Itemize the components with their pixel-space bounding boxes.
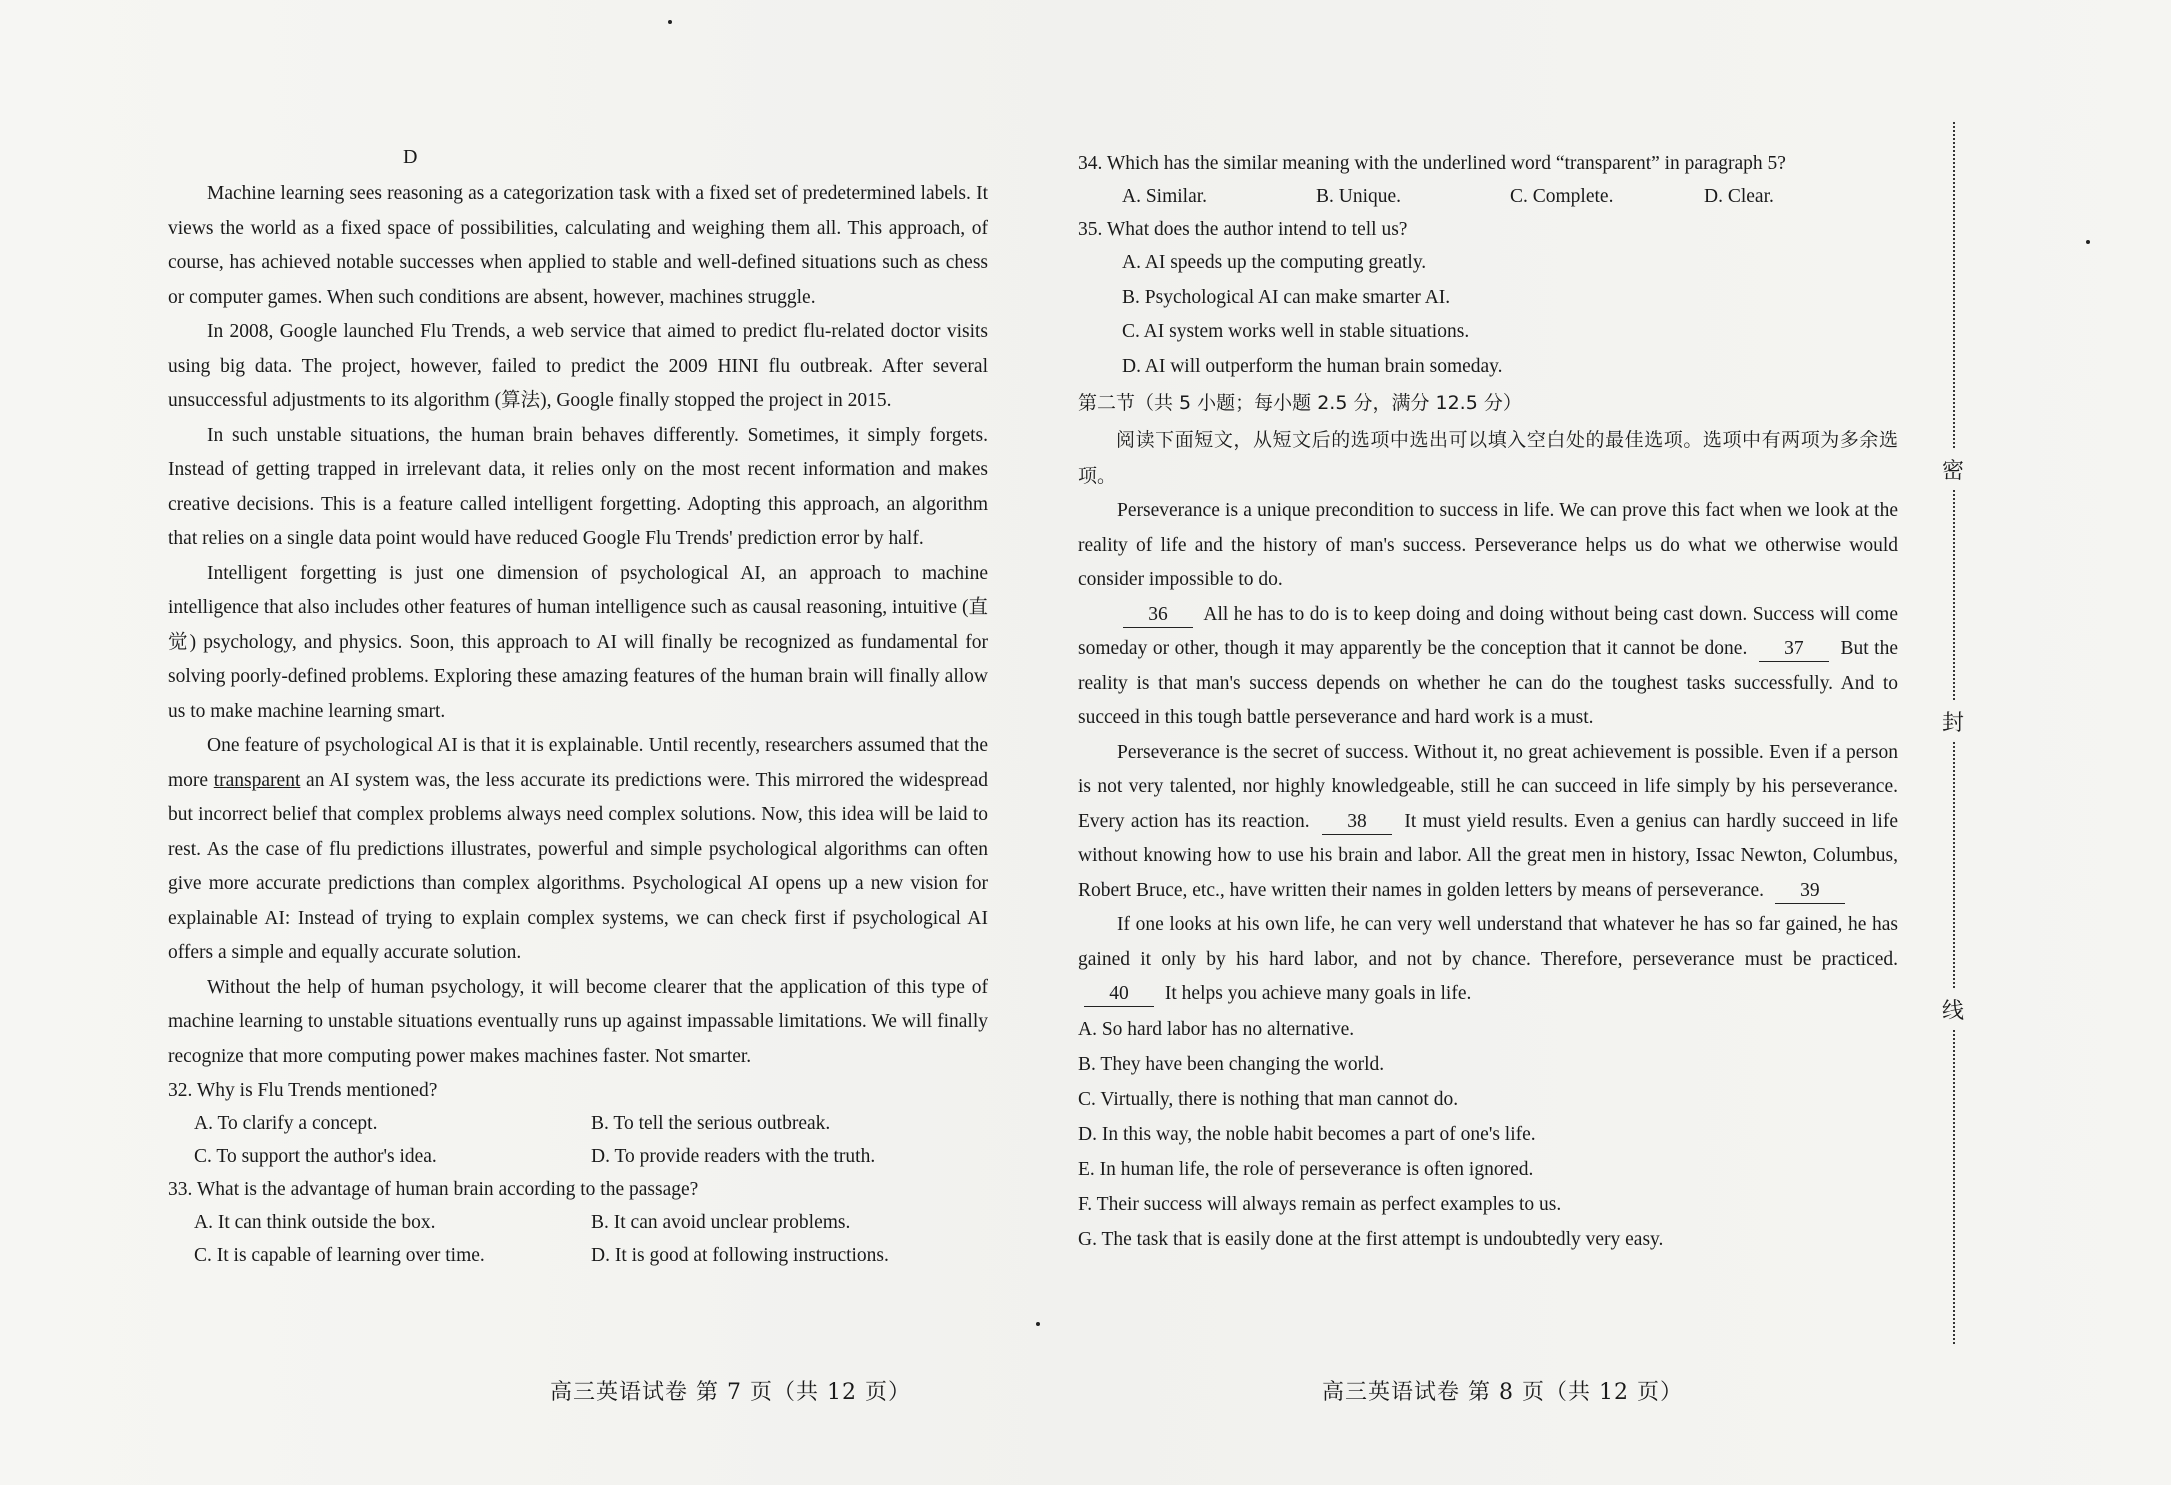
choice-item[interactable]: D. In this way, the noble habit becomes a part of one's life. (1078, 1123, 1536, 1145)
blank-36[interactable]: 36 (1123, 603, 1193, 628)
option[interactable]: C. To support the author's idea. (194, 1146, 437, 1167)
option[interactable]: D. To provide readers with the truth. (591, 1146, 876, 1167)
cloze-paragraph: Perseverance is the secret of success. Without it, no great achievement is possible. Even if a person is not very talented, nor highly knowledgeable, still he can succeed in life simply by his perseverance. Every action has its reaction. 38 It must yield results. Even a genius can hardly succeed in life without knowing how to use his brain and labor. All the great men in history, Issac Newton, Columbus, Robert Bruce, etc., have written their names in golden letters by means of perseverance. 39 (1078, 736, 1898, 909)
passage-paragraph: In such unstable situations, the human brain behaves differently. Sometimes, it simply forgets. Instead of getting trapped in irrelevant data, it relies only on the most recent information and makes creative decisions. This is a feature called intelligent forgetting. Adopting this approach, an algorithm that relies on a single data point would have reduced Google Flu Trends' prediction error by half. (168, 424, 988, 549)
question-34: 34. Which has the similar meaning with the underlined word “transparent” in paragraph 5? (1078, 153, 1786, 174)
choice-item[interactable]: B. They have been changing the world. (1078, 1053, 1385, 1075)
option[interactable]: D. AI will outperform the human brain someday. (1122, 355, 1503, 377)
passage-paragraph: In 2008, Google launched Flu Trends, a web service that aimed to predict flu-related doctor visits using big data. The project, however, failed to predict the 2009 HINI flu outbreak. After several unsuccessful adjustments to its algorithm (算法), Google finally stopped the project in 2015. (168, 321, 988, 411)
option[interactable]: A. To clarify a concept. (194, 1113, 378, 1134)
option[interactable]: B. Unique. (1316, 186, 1402, 207)
binding-mark-xian: 线 (1940, 990, 1966, 1029)
scan-speck (1036, 1322, 1040, 1326)
choice-item[interactable]: E. In human life, the role of perseverance is often ignored. (1078, 1158, 1534, 1180)
passage-letter: D (403, 146, 418, 168)
section-2-title: 第二节（共 5 小题；每小题 2.5 分，满分 12.5 分） (1078, 392, 1522, 414)
option[interactable]: A. It can think outside the box. (194, 1212, 436, 1233)
choice-item[interactable]: A. So hard labor has no alternative. (1078, 1018, 1355, 1040)
choice-item[interactable]: G. The task that is easily done at the first attempt is undoubtedly very easy. (1078, 1228, 1664, 1250)
option[interactable]: B. Psychological AI can make smarter AI. (1122, 286, 1451, 308)
passage-paragraph: Machine learning sees reasoning as a categorization task with a fixed set of predetermined labels. It views the world as a fixed space of possibilities, calculating and weighing them all. This approach, of course, has achieved notable successes when applied to stable and well-defined situations such as chess or computer games. When such conditions are absent, however, machines struggle. (168, 183, 988, 308)
section-2-instruction: 阅读下面短文，从短文后的选项中选出可以填入空白处的最佳选项。选项中有两项为多余选项。 (1078, 429, 1898, 487)
blank-37[interactable]: 37 (1759, 637, 1829, 662)
option[interactable]: B. It can avoid unclear problems. (591, 1212, 851, 1233)
question-34-options (1078, 180, 1898, 213)
option[interactable]: D. Clear. (1704, 186, 1774, 207)
question-32-options (168, 1107, 988, 1173)
option[interactable]: C. It is capable of learning over time. (194, 1245, 485, 1266)
question-32: 32. Why is Flu Trends mentioned? (168, 1080, 438, 1101)
option[interactable]: B. To tell the serious outbreak. (591, 1113, 831, 1134)
page-footer-left: 高三英语试卷 第 7 页（共 12 页） (550, 1380, 911, 1405)
passage-paragraph: One feature of psychological AI is that it is explainable. Until recently, researchers assumed that the more transparent an AI system was, the less accurate its predictions were. This mirrored the widespread but incorrect belief that complex problems always need complex solutions. Now, this idea will be laid to rest. As the case of flu predictions illustrates, powerful and simple psychological algorithms can often give more accurate predictions than complex algorithms. Psychological AI opens up a new vision for explainable AI: Instead of trying to explain complex systems, we can check first if psychological AI offers a simple and equally accurate solution. (168, 735, 988, 963)
cloze-paragraph: 36 All he has to do is to keep doing and doing without being cast down. Success will come someday or other, though it may apparently be the conception that it cannot be done. 37 But the reality is that man's success depends on whether he can do the toughest tasks successfully. And to succeed in this tough battle perseverance and hard work is a must. (1078, 603, 1899, 728)
option[interactable]: C. AI system works well in stable situations. (1122, 321, 1470, 342)
blank-39[interactable]: 39 (1775, 879, 1845, 904)
cloze-paragraph: If one looks at his own life, he can very well understand that whatever he has so far gained, he has gained it only by his hard labor, and not by chance. Therefore, perseverance must be practiced. 40 It helps you achieve many goals in life. (1078, 908, 1898, 1012)
choice-item[interactable]: C. Virtually, there is nothing that man cannot do. (1078, 1088, 1459, 1110)
underlined-word: transparent (213, 769, 301, 791)
question-35: 35. What does the author intend to tell us? (1078, 219, 1408, 240)
passage-paragraph: Without the help of human psychology, it will become clearer that the application of this type of machine learning to unstable situations eventually runs up against impassable limitations. We will finally recognize that more computing power makes machines faster. Not smarter. (168, 976, 988, 1067)
cloze-paragraph: Perseverance is a unique precondition to success in life. We can prove this fact when we look at the reality of life and the history of man's success. Perseverance helps us do what we otherwise would consider impossible to do. (1078, 500, 1898, 590)
scan-speck (2086, 240, 2090, 244)
binding-mark-feng: 封 (1940, 702, 1966, 741)
option[interactable]: D. It is good at following instructions. (591, 1245, 889, 1266)
question-33: 33. What is the advantage of human brain according to the passage? (168, 1179, 699, 1200)
blank-40[interactable]: 40 (1084, 982, 1154, 1007)
left-page (168, 0, 988, 1485)
page-footer-right: 高三英语试卷 第 8 页（共 12 页） (1322, 1380, 1683, 1405)
option[interactable]: C. Complete. (1510, 186, 1614, 207)
choice-item[interactable]: F. Their success will always remain as perfect examples to us. (1078, 1193, 1562, 1215)
question-33-options (168, 1206, 988, 1272)
blank-38[interactable]: 38 (1322, 810, 1392, 835)
right-page (1078, 0, 1898, 1485)
binding-mark-mi: 密 (1940, 450, 1966, 489)
option[interactable]: A. Similar. (1122, 186, 1208, 207)
passage-paragraph: Intelligent forgetting is just one dimension of psychological AI, an approach to machine intelligence that also includes other features of human intelligence such as causal reasoning, intuitive (直觉) psychology, and physics. Soon, this approach to AI will finally be recognized as fundamental for solving poorly-defined problems. Exploring these amazing features of the human brain will finally allow us to make machine learning smart. (168, 562, 988, 722)
option[interactable]: A. AI speeds up the computing greatly. (1122, 252, 1427, 273)
